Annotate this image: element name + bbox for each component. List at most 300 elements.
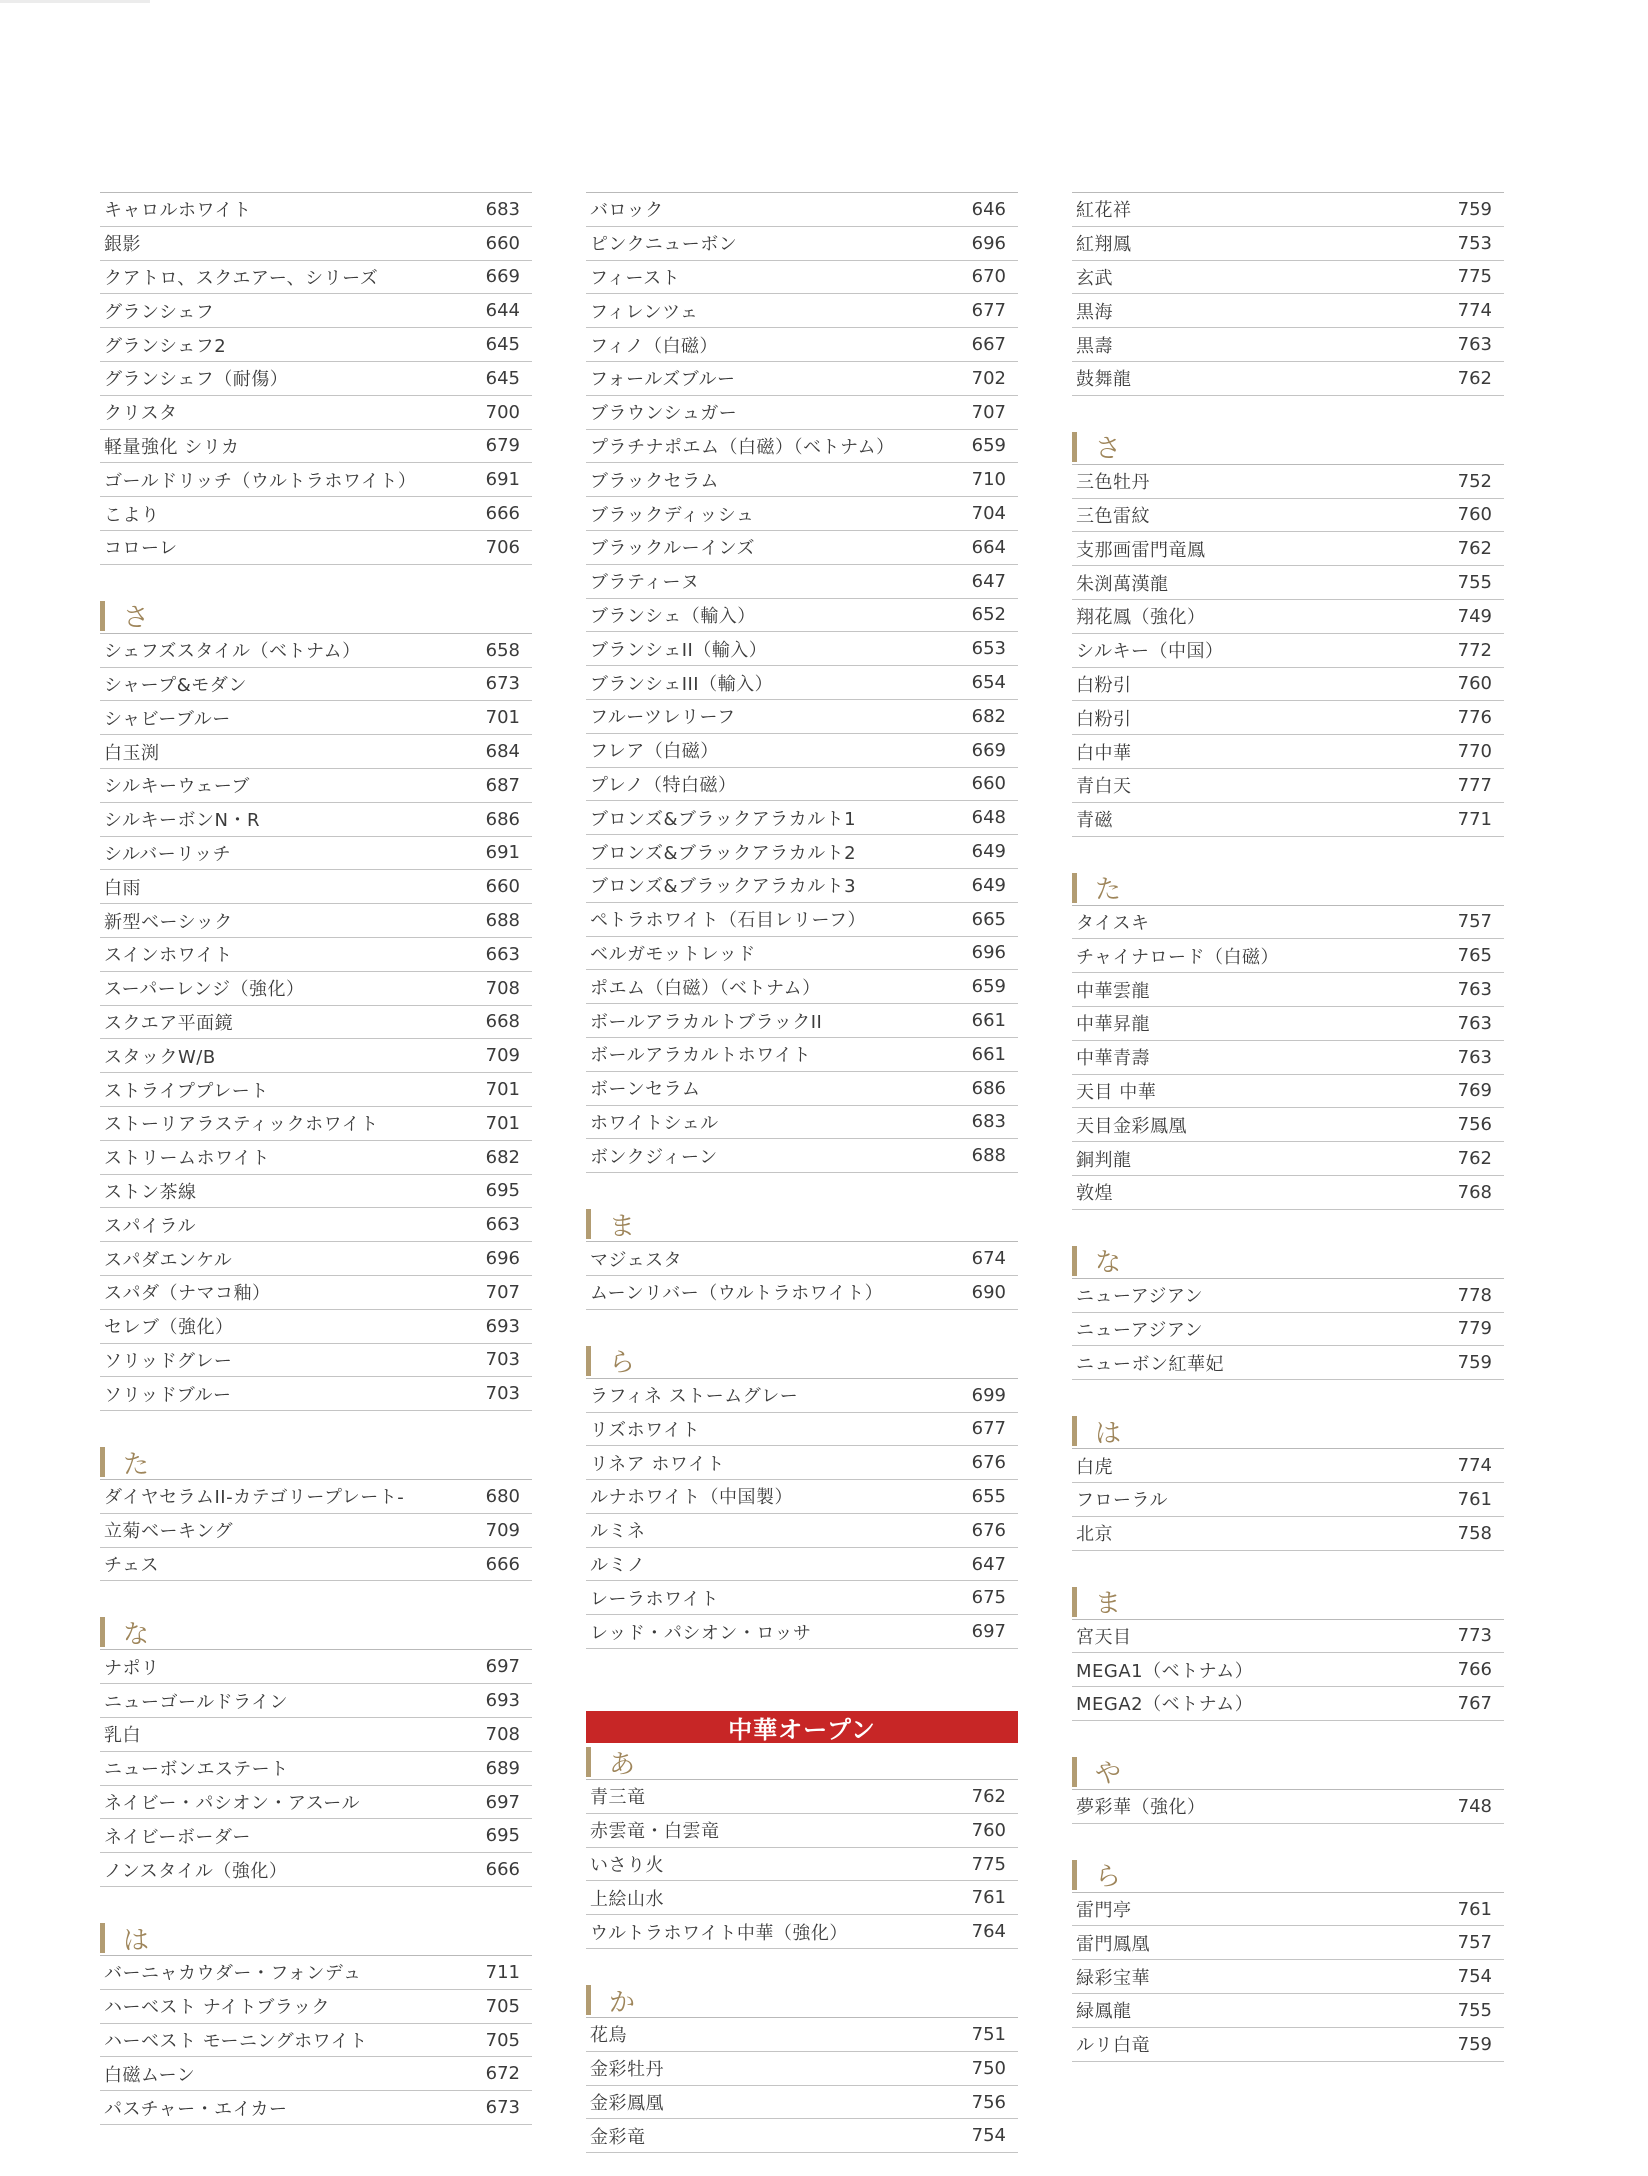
product-name: スパイラル bbox=[104, 1215, 196, 1237]
index-row bbox=[100, 294, 532, 328]
index-row bbox=[100, 463, 532, 497]
page-number: 659 bbox=[971, 976, 1006, 998]
index-row bbox=[586, 1139, 1018, 1173]
product-name: スパダ（ナマコ釉） bbox=[104, 1283, 271, 1305]
section-heading bbox=[100, 1615, 532, 1649]
index-row bbox=[100, 938, 532, 972]
index-row bbox=[586, 565, 1018, 599]
page-number: 696 bbox=[485, 1248, 520, 1269]
index-list bbox=[1072, 1448, 1504, 1550]
page-number: 703 bbox=[485, 1349, 520, 1371]
product-name: グランシェフ bbox=[104, 301, 215, 323]
section-heading bbox=[586, 1344, 1018, 1378]
page-number: 708 bbox=[485, 977, 520, 999]
page-number: 767 bbox=[1457, 1692, 1492, 1714]
heading-bar bbox=[586, 1346, 591, 1376]
product-name: 朱渕萬漢龍 bbox=[1076, 573, 1169, 595]
page-number: 760 bbox=[1457, 673, 1492, 695]
index-row bbox=[100, 769, 532, 803]
product-name: ルリ白竜 bbox=[1076, 2035, 1150, 2057]
index-list bbox=[586, 1378, 1018, 1649]
page-number: 708 bbox=[485, 1723, 520, 1745]
index-row bbox=[1072, 1687, 1504, 1721]
index-row bbox=[586, 1276, 1018, 1310]
index-row bbox=[1072, 566, 1504, 600]
page-number: 696 bbox=[971, 942, 1006, 964]
page-number: 760 bbox=[971, 1819, 1006, 1841]
index-row bbox=[100, 1819, 532, 1853]
product-name: スインホワイト bbox=[104, 945, 233, 967]
product-name: クリスタ bbox=[104, 403, 178, 425]
product-name: フィースト bbox=[590, 267, 681, 289]
index-row bbox=[586, 1581, 1018, 1615]
page-number: 677 bbox=[971, 1418, 1006, 1440]
section-heading-label: た bbox=[123, 1449, 150, 1480]
page-number: 661 bbox=[971, 1043, 1006, 1065]
product-name: ブロンズ&ブラックアラカルト2 bbox=[590, 842, 857, 864]
page-number: 659 bbox=[971, 435, 1006, 457]
heading-bar bbox=[1072, 1587, 1077, 1617]
index-list bbox=[100, 1479, 532, 1581]
index-row bbox=[586, 531, 1018, 565]
heading-bar bbox=[586, 1747, 591, 1777]
product-name: 青磁 bbox=[1076, 810, 1113, 832]
product-name: 立菊ベーキング bbox=[104, 1521, 233, 1543]
product-name: 金彩牡丹 bbox=[590, 2059, 664, 2081]
product-name: 中華雲龍 bbox=[1076, 980, 1150, 1002]
page-number: 676 bbox=[971, 1452, 1006, 1474]
page-number: 759 bbox=[1457, 198, 1492, 220]
index-section bbox=[1072, 1755, 1504, 1824]
page-number: 763 bbox=[1457, 979, 1492, 1001]
index-row bbox=[1072, 1653, 1504, 1687]
page-number: 667 bbox=[971, 334, 1006, 356]
product-name: 白中華 bbox=[1076, 742, 1132, 764]
product-name: シェフズスタイル（ベトナム） bbox=[104, 641, 361, 663]
product-name: ポエム（白磁）（ベトナム） bbox=[590, 977, 821, 999]
page-number: 761 bbox=[1457, 1898, 1492, 1920]
product-name: ハーベスト ナイトブラック bbox=[104, 1997, 331, 2019]
section-heading-label: ら bbox=[609, 1348, 636, 1379]
product-name: キャロルホワイト bbox=[104, 200, 252, 222]
index-row bbox=[100, 1242, 532, 1276]
product-name: スパダエンケル bbox=[104, 1249, 233, 1271]
index-row bbox=[100, 904, 532, 938]
index-row bbox=[586, 362, 1018, 396]
index-section bbox=[586, 1711, 1018, 1949]
product-name: ピンクニューボン bbox=[590, 234, 738, 256]
page-number: 757 bbox=[1457, 1932, 1492, 1954]
index-section bbox=[586, 1207, 1018, 1310]
product-name: ブロンズ&ブラックアラカルト1 bbox=[590, 808, 857, 830]
index-row bbox=[100, 2091, 532, 2125]
index-row bbox=[586, 463, 1018, 497]
index-section bbox=[1072, 1414, 1504, 1550]
index-row bbox=[100, 2024, 532, 2058]
page-number: 673 bbox=[485, 673, 520, 695]
index-row bbox=[1072, 532, 1504, 566]
index-row bbox=[100, 1276, 532, 1310]
page-number: 669 bbox=[971, 739, 1006, 761]
page-number: 768 bbox=[1457, 1181, 1492, 1203]
page-number: 677 bbox=[971, 300, 1006, 322]
index-row bbox=[100, 1310, 532, 1344]
product-name: ニューアジアン bbox=[1076, 1286, 1204, 1308]
page-number: 697 bbox=[485, 1656, 520, 1678]
page-number: 697 bbox=[971, 1621, 1006, 1643]
index-row bbox=[1072, 634, 1504, 668]
product-name: ルミネ bbox=[590, 1521, 646, 1543]
product-name: ダイヤセラムII-カテゴリープレート- bbox=[104, 1487, 405, 1509]
product-name: 敦煌 bbox=[1076, 1183, 1113, 1205]
index-row bbox=[1072, 362, 1504, 396]
product-name: レーラホワイト bbox=[590, 1588, 719, 1610]
index-row bbox=[586, 1480, 1018, 1514]
page-number: 646 bbox=[971, 198, 1006, 220]
index-row bbox=[100, 1073, 532, 1107]
page-number: 693 bbox=[485, 1690, 520, 1712]
section-heading-label: さ bbox=[1095, 434, 1122, 465]
index-row bbox=[100, 1175, 532, 1209]
index-row bbox=[586, 869, 1018, 903]
page-number: 763 bbox=[1457, 1012, 1492, 1034]
product-name: 紅花祥 bbox=[1076, 200, 1132, 222]
section-heading-label: な bbox=[123, 1619, 150, 1650]
product-name: ナポリ bbox=[104, 1657, 160, 1679]
index-row bbox=[1072, 803, 1504, 837]
index-column-1 bbox=[100, 192, 532, 2125]
index-row bbox=[586, 2086, 1018, 2120]
heading-bar bbox=[1072, 1757, 1077, 1787]
page-number: 649 bbox=[971, 874, 1006, 896]
product-name: 天目 中華 bbox=[1076, 1081, 1157, 1103]
heading-bar bbox=[1072, 1860, 1077, 1890]
page-number: 707 bbox=[971, 401, 1006, 423]
index-row bbox=[1072, 668, 1504, 702]
page-number: 666 bbox=[485, 1553, 520, 1575]
page-number: 705 bbox=[485, 1995, 520, 2017]
section-heading-label: た bbox=[1095, 875, 1122, 906]
product-name: 北京 bbox=[1076, 1524, 1113, 1546]
page-number: 761 bbox=[1457, 1488, 1492, 1510]
product-name: ネイビーボーダー bbox=[104, 1826, 251, 1848]
page-number: 676 bbox=[971, 1519, 1006, 1541]
heading-bar bbox=[1072, 1416, 1077, 1446]
page-number: 669 bbox=[485, 266, 520, 288]
index-row bbox=[100, 1752, 532, 1786]
page-number: 660 bbox=[485, 232, 520, 254]
index-row bbox=[100, 1684, 532, 1718]
page-number: 754 bbox=[971, 2125, 1006, 2147]
index-row bbox=[100, 1853, 532, 1887]
page-number: 654 bbox=[971, 672, 1006, 694]
page-number: 693 bbox=[485, 1315, 520, 1337]
product-name: 白虎 bbox=[1076, 1456, 1113, 1478]
page-number: 766 bbox=[1457, 1659, 1492, 1681]
product-name: 白玉渕 bbox=[104, 742, 160, 764]
product-name: リズホワイト bbox=[590, 1419, 701, 1441]
index-section bbox=[1072, 871, 1504, 1210]
index-row bbox=[1072, 973, 1504, 1007]
product-name: ストーリアラスティックホワイト bbox=[104, 1114, 379, 1136]
index-row bbox=[100, 701, 532, 735]
product-name: ニューアジアン bbox=[1076, 1319, 1204, 1341]
page-number: 752 bbox=[1457, 470, 1492, 492]
product-name: こより bbox=[104, 504, 160, 526]
product-name: マジェスタ bbox=[590, 1249, 683, 1271]
index-row bbox=[100, 1650, 532, 1684]
product-name: ラフィネ ストームグレー bbox=[590, 1386, 799, 1408]
page-number: 770 bbox=[1457, 741, 1492, 763]
index-list bbox=[586, 192, 1018, 1173]
page-number: 680 bbox=[485, 1485, 520, 1507]
index-row bbox=[100, 870, 532, 904]
page-number: 764 bbox=[971, 1921, 1006, 1943]
index-section bbox=[1072, 430, 1504, 837]
index-row bbox=[1072, 1449, 1504, 1483]
index-list bbox=[100, 1649, 532, 1887]
page-number: 756 bbox=[971, 2091, 1006, 2113]
section-heading-label: や bbox=[1095, 1759, 1122, 1790]
index-row bbox=[586, 632, 1018, 666]
page-number: 765 bbox=[1457, 945, 1492, 967]
product-name: ルナホワイト（中国製） bbox=[590, 1487, 793, 1509]
index-row bbox=[586, 937, 1018, 971]
product-name: ハーベスト モーニングホワイト bbox=[104, 2031, 368, 2053]
index-row bbox=[586, 396, 1018, 430]
index-section bbox=[1072, 1244, 1504, 1380]
section-heading bbox=[1072, 1858, 1504, 1892]
page-number: 759 bbox=[1457, 1352, 1492, 1374]
product-name: ニューゴールドライン bbox=[104, 1691, 289, 1713]
index-row bbox=[1072, 1075, 1504, 1109]
page-number: 702 bbox=[971, 367, 1006, 389]
page-number: 687 bbox=[485, 774, 520, 796]
index-row bbox=[100, 837, 532, 871]
page-number: 689 bbox=[485, 1757, 520, 1779]
product-name: フローラル bbox=[1076, 1490, 1168, 1512]
index-row bbox=[1072, 1790, 1504, 1824]
index-row bbox=[1072, 499, 1504, 533]
index-row bbox=[100, 497, 532, 531]
index-row bbox=[586, 193, 1018, 227]
index-row bbox=[1072, 1620, 1504, 1654]
index-row bbox=[100, 227, 532, 261]
product-name: ブラックディッシュ bbox=[590, 504, 755, 526]
index-row bbox=[586, 1780, 1018, 1814]
heading-bar bbox=[586, 1985, 591, 2015]
page-number: 711 bbox=[485, 1961, 520, 1983]
index-row bbox=[586, 1242, 1018, 1276]
product-name: ベルガモットレッド bbox=[590, 943, 756, 965]
page-number: 652 bbox=[971, 604, 1006, 626]
product-name: 白粉引 bbox=[1076, 674, 1132, 696]
page-number: 754 bbox=[1457, 1966, 1492, 1988]
index-row bbox=[1072, 1142, 1504, 1176]
index-column-3 bbox=[1072, 192, 1504, 2062]
product-name: チャイナロード（白磁） bbox=[1076, 946, 1279, 968]
index-row bbox=[100, 1208, 532, 1242]
product-name: シルキーボンN・R bbox=[104, 810, 261, 832]
product-name: ボールアラカルトホワイト bbox=[590, 1045, 812, 1067]
page-number: 751 bbox=[971, 2023, 1006, 2045]
section-heading-label: さ bbox=[123, 603, 150, 634]
page-number: 769 bbox=[1457, 1080, 1492, 1102]
index-row bbox=[586, 261, 1018, 295]
index-list bbox=[586, 2017, 1018, 2153]
product-name: ブラウンシュガー bbox=[590, 403, 738, 425]
index-row bbox=[100, 1990, 532, 2024]
index-row bbox=[100, 1107, 532, 1141]
product-name: ブロンズ&ブラックアラカルト3 bbox=[590, 876, 857, 898]
index-row bbox=[586, 1004, 1018, 1038]
product-name: ペトラホワイト（石目レリーフ） bbox=[590, 910, 867, 932]
index-row bbox=[1072, 1893, 1504, 1927]
section-heading bbox=[100, 1445, 532, 1479]
index-list bbox=[100, 633, 532, 1411]
heading-bar bbox=[100, 1447, 105, 1477]
index-row bbox=[586, 2018, 1018, 2052]
product-name: 玄武 bbox=[1076, 267, 1113, 289]
index-row bbox=[1072, 1279, 1504, 1313]
page-number: 763 bbox=[1457, 1046, 1492, 1068]
product-name: ルミノ bbox=[590, 1555, 646, 1577]
page-number: 688 bbox=[485, 910, 520, 932]
page-number: 663 bbox=[485, 943, 520, 965]
index-row bbox=[1072, 1007, 1504, 1041]
page-number: 682 bbox=[971, 705, 1006, 727]
page-number: 762 bbox=[1457, 1148, 1492, 1170]
section-heading bbox=[1072, 871, 1504, 905]
page-number: 757 bbox=[1457, 911, 1492, 933]
index-row bbox=[586, 700, 1018, 734]
index-row bbox=[100, 1039, 532, 1073]
page-number: 755 bbox=[1457, 572, 1492, 594]
product-name: リネア ホワイト bbox=[590, 1453, 725, 1475]
section-heading bbox=[1072, 1755, 1504, 1789]
index-row bbox=[586, 1548, 1018, 1582]
product-name: ホワイトシェル bbox=[590, 1112, 719, 1134]
page-number: 684 bbox=[485, 741, 520, 763]
page-number: 700 bbox=[485, 401, 520, 423]
index-list bbox=[1072, 464, 1504, 837]
product-name: シルキーウェーブ bbox=[104, 776, 250, 798]
page-number: 674 bbox=[971, 1248, 1006, 1269]
page-number: 701 bbox=[485, 707, 520, 729]
corner-mark bbox=[0, 0, 150, 3]
page-number: 690 bbox=[971, 1281, 1006, 1303]
page-number: 644 bbox=[485, 300, 520, 322]
section-heading bbox=[586, 1207, 1018, 1241]
product-name: ボンクジィーン bbox=[590, 1146, 718, 1168]
page-number: 665 bbox=[971, 908, 1006, 930]
index-section bbox=[586, 1983, 1018, 2153]
index-row bbox=[1072, 1994, 1504, 2028]
index-row bbox=[100, 396, 532, 430]
product-name: スーパーレンジ（強化） bbox=[104, 979, 305, 1001]
page-number: 777 bbox=[1457, 774, 1492, 796]
page-number: 776 bbox=[1457, 707, 1492, 729]
section-heading-label: は bbox=[123, 1925, 150, 1956]
product-name: 雷門鳳凰 bbox=[1076, 1933, 1150, 1955]
page-number: 653 bbox=[971, 638, 1006, 660]
section-heading bbox=[1072, 1585, 1504, 1619]
index-row bbox=[586, 1038, 1018, 1072]
page-number: 673 bbox=[485, 2097, 520, 2119]
product-name: ネイビー・パシオン・アスール bbox=[104, 1793, 360, 1815]
index-row bbox=[1072, 1346, 1504, 1380]
page-number: 649 bbox=[971, 841, 1006, 863]
product-name: 天目金彩鳳凰 bbox=[1076, 1115, 1187, 1137]
index-row bbox=[586, 1848, 1018, 1882]
index-row bbox=[1072, 939, 1504, 973]
product-name: グランシェフ（耐傷） bbox=[104, 369, 289, 391]
index-row bbox=[1072, 227, 1504, 261]
page-number: 655 bbox=[971, 1485, 1006, 1507]
page-number: 648 bbox=[971, 807, 1006, 829]
page-number: 762 bbox=[1457, 538, 1492, 560]
index-row bbox=[586, 801, 1018, 835]
index-section bbox=[100, 1921, 532, 2125]
index-row bbox=[586, 328, 1018, 362]
product-name: 花鳥 bbox=[590, 2025, 627, 2047]
page-number: 758 bbox=[1457, 1522, 1492, 1544]
product-name: シルバーリッチ bbox=[104, 843, 232, 865]
section-heading bbox=[1072, 430, 1504, 464]
product-name: ボーンセラム bbox=[590, 1079, 701, 1101]
page-number: 706 bbox=[485, 536, 520, 558]
index-row bbox=[100, 803, 532, 837]
page-number: 772 bbox=[1457, 639, 1492, 661]
product-name: 紅翔鳳 bbox=[1076, 234, 1132, 256]
page-number: 753 bbox=[1457, 232, 1492, 254]
page-number: 750 bbox=[971, 2057, 1006, 2079]
section-heading bbox=[1072, 1414, 1504, 1448]
product-name: 中華青壽 bbox=[1076, 1048, 1150, 1070]
product-name: シルキー（中国） bbox=[1076, 641, 1224, 663]
index-row bbox=[100, 261, 532, 295]
page-number: 675 bbox=[971, 1587, 1006, 1609]
index-row bbox=[100, 1006, 532, 1040]
product-name: 軽量強化 シリカ bbox=[104, 436, 240, 458]
product-name: ブラックセラム bbox=[590, 470, 719, 492]
product-name: パスチャー・エイカー bbox=[104, 2098, 288, 2120]
product-name: ブランシェIII（輸入） bbox=[590, 673, 774, 695]
index-row bbox=[586, 666, 1018, 700]
product-name: 三色雷紋 bbox=[1076, 505, 1150, 527]
section-heading bbox=[586, 1745, 1018, 1779]
product-name: 青三竜 bbox=[590, 1787, 646, 1809]
page-number: 679 bbox=[485, 435, 520, 457]
index-row bbox=[100, 1786, 532, 1820]
index-row bbox=[100, 2057, 532, 2091]
product-name: スタックW/B bbox=[104, 1046, 216, 1068]
heading-bar bbox=[100, 1923, 105, 1953]
index-row bbox=[100, 1141, 532, 1175]
product-name: シャープ&モダン bbox=[104, 674, 247, 696]
product-name: 緑彩宝華 bbox=[1076, 1967, 1150, 1989]
page-number: 666 bbox=[485, 503, 520, 525]
product-name: ゴールドリッチ（ウルトラホワイト） bbox=[104, 470, 417, 492]
page-number: 749 bbox=[1457, 605, 1492, 627]
index-row bbox=[1072, 261, 1504, 295]
section-heading bbox=[586, 1983, 1018, 2017]
product-name: 上絵山水 bbox=[590, 1888, 664, 1910]
index-section bbox=[1072, 192, 1504, 396]
index-row bbox=[586, 1915, 1018, 1949]
index-row bbox=[1072, 735, 1504, 769]
index-row bbox=[1072, 769, 1504, 803]
